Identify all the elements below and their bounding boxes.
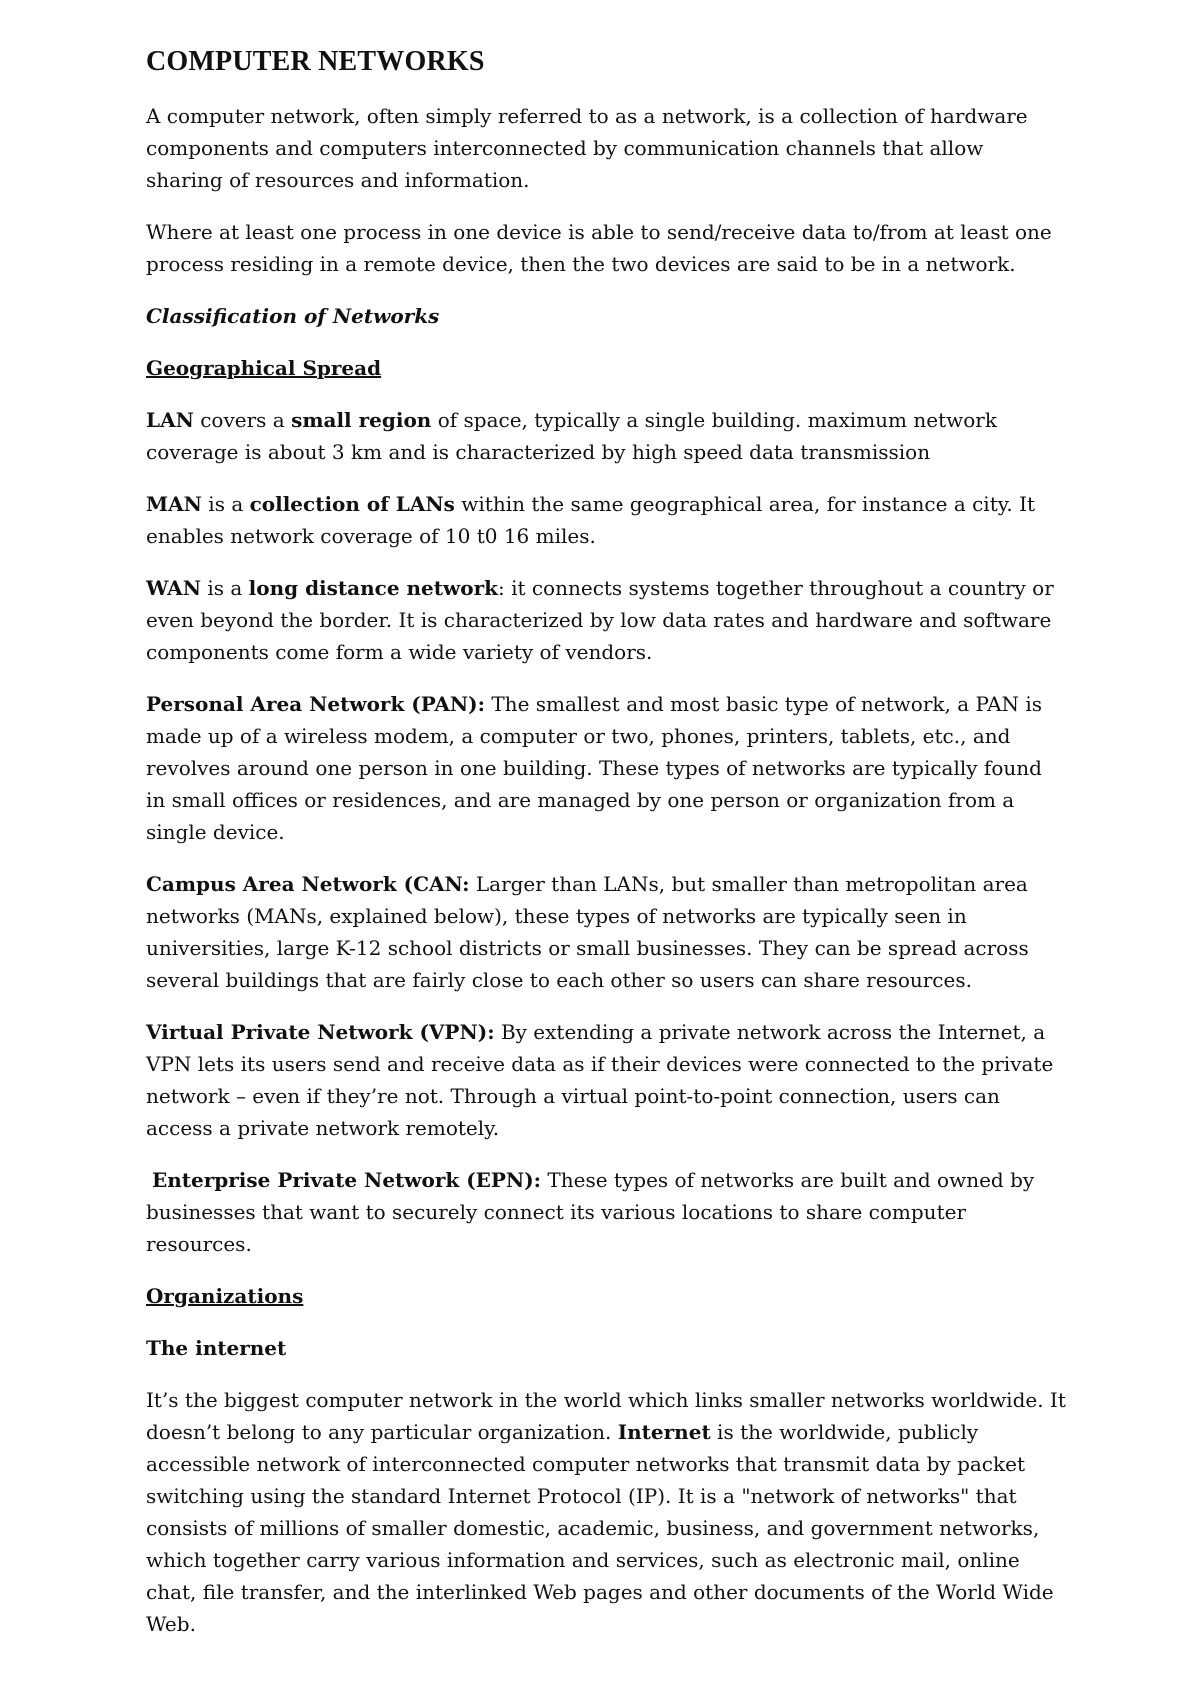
internet-text-1: It’s the biggest computer network in the world which links smaller networks worldwide. It doesn’t belong to any particular organization. xyxy=(146,1388,1066,1444)
document-page xyxy=(146,38,1066,1660)
epn-text: These types of networks are built and owned by businesses that want to securely connect its various locations to share computer resources. xyxy=(146,1168,1035,1256)
internet-heading: The internet xyxy=(146,1336,287,1360)
can-text: Larger than LANs, but smaller than metropolitan area networks (MANs, explained below), these types of networks are typically seen in universities, large K-12 school districts or small businesses. They can be spread across several buildings that are fairly close to each other so users can share resources. xyxy=(146,872,1029,992)
lan-text-2: of space, typically a single building. maximum network coverage is about 3 km and is characterized by high speed data transmission xyxy=(146,408,997,464)
internet-text-2: is the worldwide, publicly accessible network of interconnected computer networks that transmit data by packet switching using the standard Internet Protocol (IP). It is a "network of networks" that consists of millions of smaller domestic, academic, business, and government networks, which together carry various information and services, such as electronic mail, online chat, file transfer, and the interlinked Web pages and other documents of the World Wide Web. xyxy=(146,1420,1054,1636)
man-bold: collection of LANs xyxy=(249,492,455,516)
lan-paragraph xyxy=(146,404,1066,468)
wan-bold: long distance network xyxy=(248,576,498,600)
man-term: MAN xyxy=(146,492,202,516)
wan-term: WAN xyxy=(146,576,201,600)
organizations-heading: Organizations xyxy=(146,1284,304,1308)
lan-term: LAN xyxy=(146,408,194,432)
geographical-spread-heading: Geographical Spread xyxy=(146,356,382,380)
can-paragraph xyxy=(146,868,1066,996)
epn-term: Enterprise Private Network (EPN): xyxy=(152,1168,542,1192)
pan-paragraph xyxy=(146,688,1066,848)
wan-paragraph xyxy=(146,572,1066,668)
intro-paragraph-1: A computer network, often simply referred to as a network, is a collection of hardware components and computers interconnected by communication channels that allow sharing of resources and information. xyxy=(146,104,1028,192)
epn-paragraph xyxy=(146,1164,1066,1260)
pan-term: Personal Area Network (PAN): xyxy=(146,692,485,716)
vpn-term: Virtual Private Network (VPN): xyxy=(146,1020,495,1044)
classification-heading: Classification of Networks xyxy=(146,304,440,328)
lan-text-1: covers a xyxy=(193,408,292,432)
lan-bold: small region xyxy=(291,408,432,432)
vpn-paragraph xyxy=(146,1016,1066,1144)
internet-paragraph xyxy=(146,1384,1066,1640)
document-title: COMPUTER NETWORKS xyxy=(146,46,485,77)
intro-paragraph-2: Where at least one process in one device is able to send/receive data to/from at least one process residing in a remote device, then the two devices are said to be in a network. xyxy=(146,220,1052,276)
man-text-1: is a xyxy=(201,492,250,516)
internet-bold: Internet xyxy=(617,1420,711,1444)
pan-text: The smallest and most basic type of network, a PAN is made up of a wireless modem, a computer or two, phones, printers, tablets, etc., and revolves around one person in one building. These types of networks are typically found in small offices or residences, and are managed by one person or organization from a single device. xyxy=(146,692,1043,844)
vpn-text: By extending a private network across the Internet, a VPN lets its users send and receive data as if their devices were connected to the private network – even if they’re not. Through a virtual point-to-point connection, users can access a private network remotely. xyxy=(146,1020,1054,1140)
wan-text-2: : it connects systems together throughout a country or even beyond the border. It is characterized by low data rates and hardware and software components come form a wide variety of vendors. xyxy=(146,576,1054,664)
can-term: Campus Area Network (CAN: xyxy=(146,872,470,896)
wan-text-1: is a xyxy=(200,576,249,600)
man-text-2: within the same geographical area, for instance a city. It enables network coverage of 10 t0 16 miles. xyxy=(146,492,1036,548)
man-paragraph xyxy=(146,488,1066,552)
